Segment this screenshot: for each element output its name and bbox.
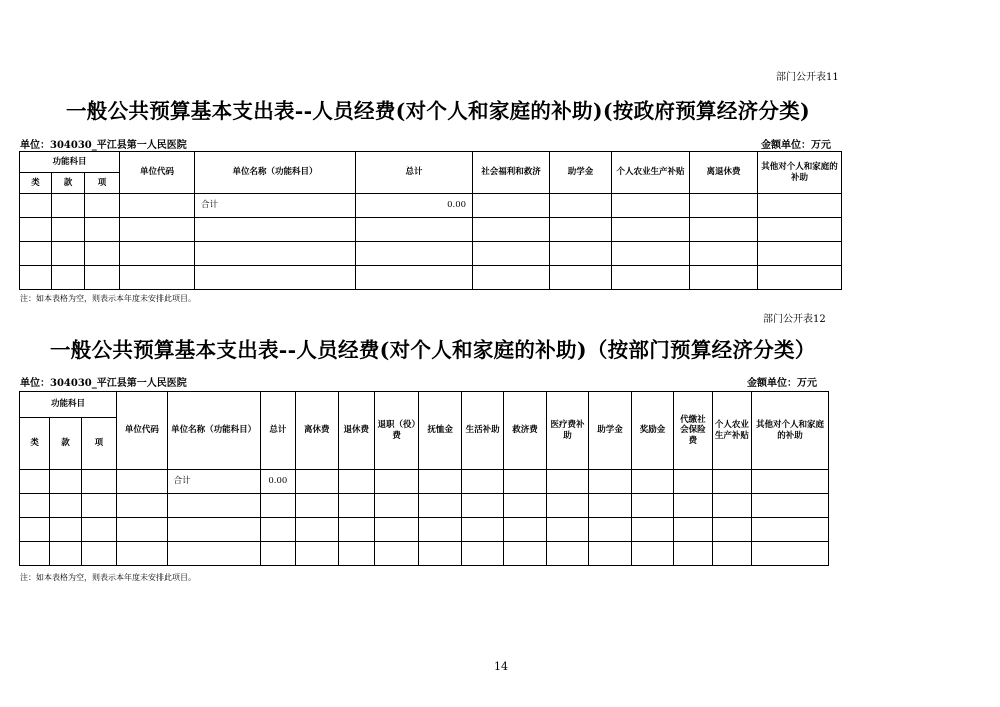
table-row <box>20 218 842 242</box>
table-row <box>20 518 829 542</box>
header-total: 总计 <box>356 152 473 194</box>
table-row <box>20 194 842 218</box>
header-xiang: 项 <box>85 173 120 194</box>
header-c2: 退休费 <box>338 392 374 470</box>
table2-unit: 单位：304030_平江县第一人民医院 <box>20 378 187 389</box>
header-unit-name: 单位名称（功能科目） <box>195 152 356 194</box>
total-row-value: 0.00 <box>260 470 295 494</box>
header-c5: 生活补助 <box>461 392 503 470</box>
header-c3: 个人农业生产补贴 <box>612 152 690 194</box>
header-c6: 救济费 <box>504 392 546 470</box>
header-c4: 离退休费 <box>690 152 758 194</box>
header-func: 功能科目 <box>20 152 120 173</box>
table1-tag: 部门公开表11 <box>776 72 839 83</box>
header-c7: 医疗费补助 <box>546 392 588 470</box>
total-row-label: 合计 <box>167 470 260 494</box>
table-row <box>20 242 842 266</box>
header-kuan: 款 <box>50 418 81 470</box>
header-c8: 助学金 <box>589 392 631 470</box>
table-row <box>20 542 829 566</box>
table-row <box>20 494 829 518</box>
header-kuan: 款 <box>52 173 85 194</box>
table2 <box>19 391 829 566</box>
header-c10: 代缴社会保险费 <box>674 392 712 470</box>
total-row-label: 合计 <box>195 194 356 218</box>
header-c9: 奖励金 <box>631 392 673 470</box>
header-lei: 类 <box>20 418 50 470</box>
header-c4: 抚恤金 <box>419 392 461 470</box>
table-row <box>20 470 829 494</box>
table2-title: 一般公共预算基本支出表--人员经费(对个人和家庭的补助)（按部门预算经济分类） <box>50 338 816 362</box>
header-xiang: 项 <box>81 418 116 470</box>
header-unit-code: 单位代码 <box>120 152 195 194</box>
table2-amount-unit: 金额单位：万元 <box>747 378 817 389</box>
header-c1: 社会福利和救济 <box>473 152 550 194</box>
header-unit-code: 单位代码 <box>117 392 168 470</box>
header-c1: 离休费 <box>296 392 338 470</box>
header-total: 总计 <box>260 392 295 470</box>
table1-amount-unit: 金额单位：万元 <box>761 140 831 151</box>
header-func: 功能科目 <box>20 392 117 418</box>
table1-unit: 单位：304030_平江县第一人民医院 <box>20 140 187 151</box>
header-c3: 退职（役）费 <box>374 392 418 470</box>
header-unit-name: 单位名称（功能科目） <box>167 392 260 470</box>
header-c12: 其他对个人和家庭的补助 <box>752 392 829 470</box>
table1 <box>19 151 842 290</box>
header-c5: 其他对个人和家庭的补助 <box>758 152 842 194</box>
header-lei: 类 <box>20 173 52 194</box>
table2-note: 注：如本表格为空，则表示本年度未安排此项目。 <box>20 573 196 582</box>
table1-title: 一般公共预算基本支出表--人员经费(对个人和家庭的补助)(按政府预算经济分类) <box>66 99 811 123</box>
page-number: 14 <box>494 660 508 673</box>
table2-tag: 部门公开表12 <box>763 314 826 325</box>
header-c2: 助学金 <box>550 152 612 194</box>
table-row <box>20 266 842 290</box>
total-row-value: 0.00 <box>356 194 473 218</box>
header-c11: 个人农业生产补贴 <box>712 392 751 470</box>
table1-note: 注：如本表格为空，则表示本年度未安排此项目。 <box>20 294 196 303</box>
